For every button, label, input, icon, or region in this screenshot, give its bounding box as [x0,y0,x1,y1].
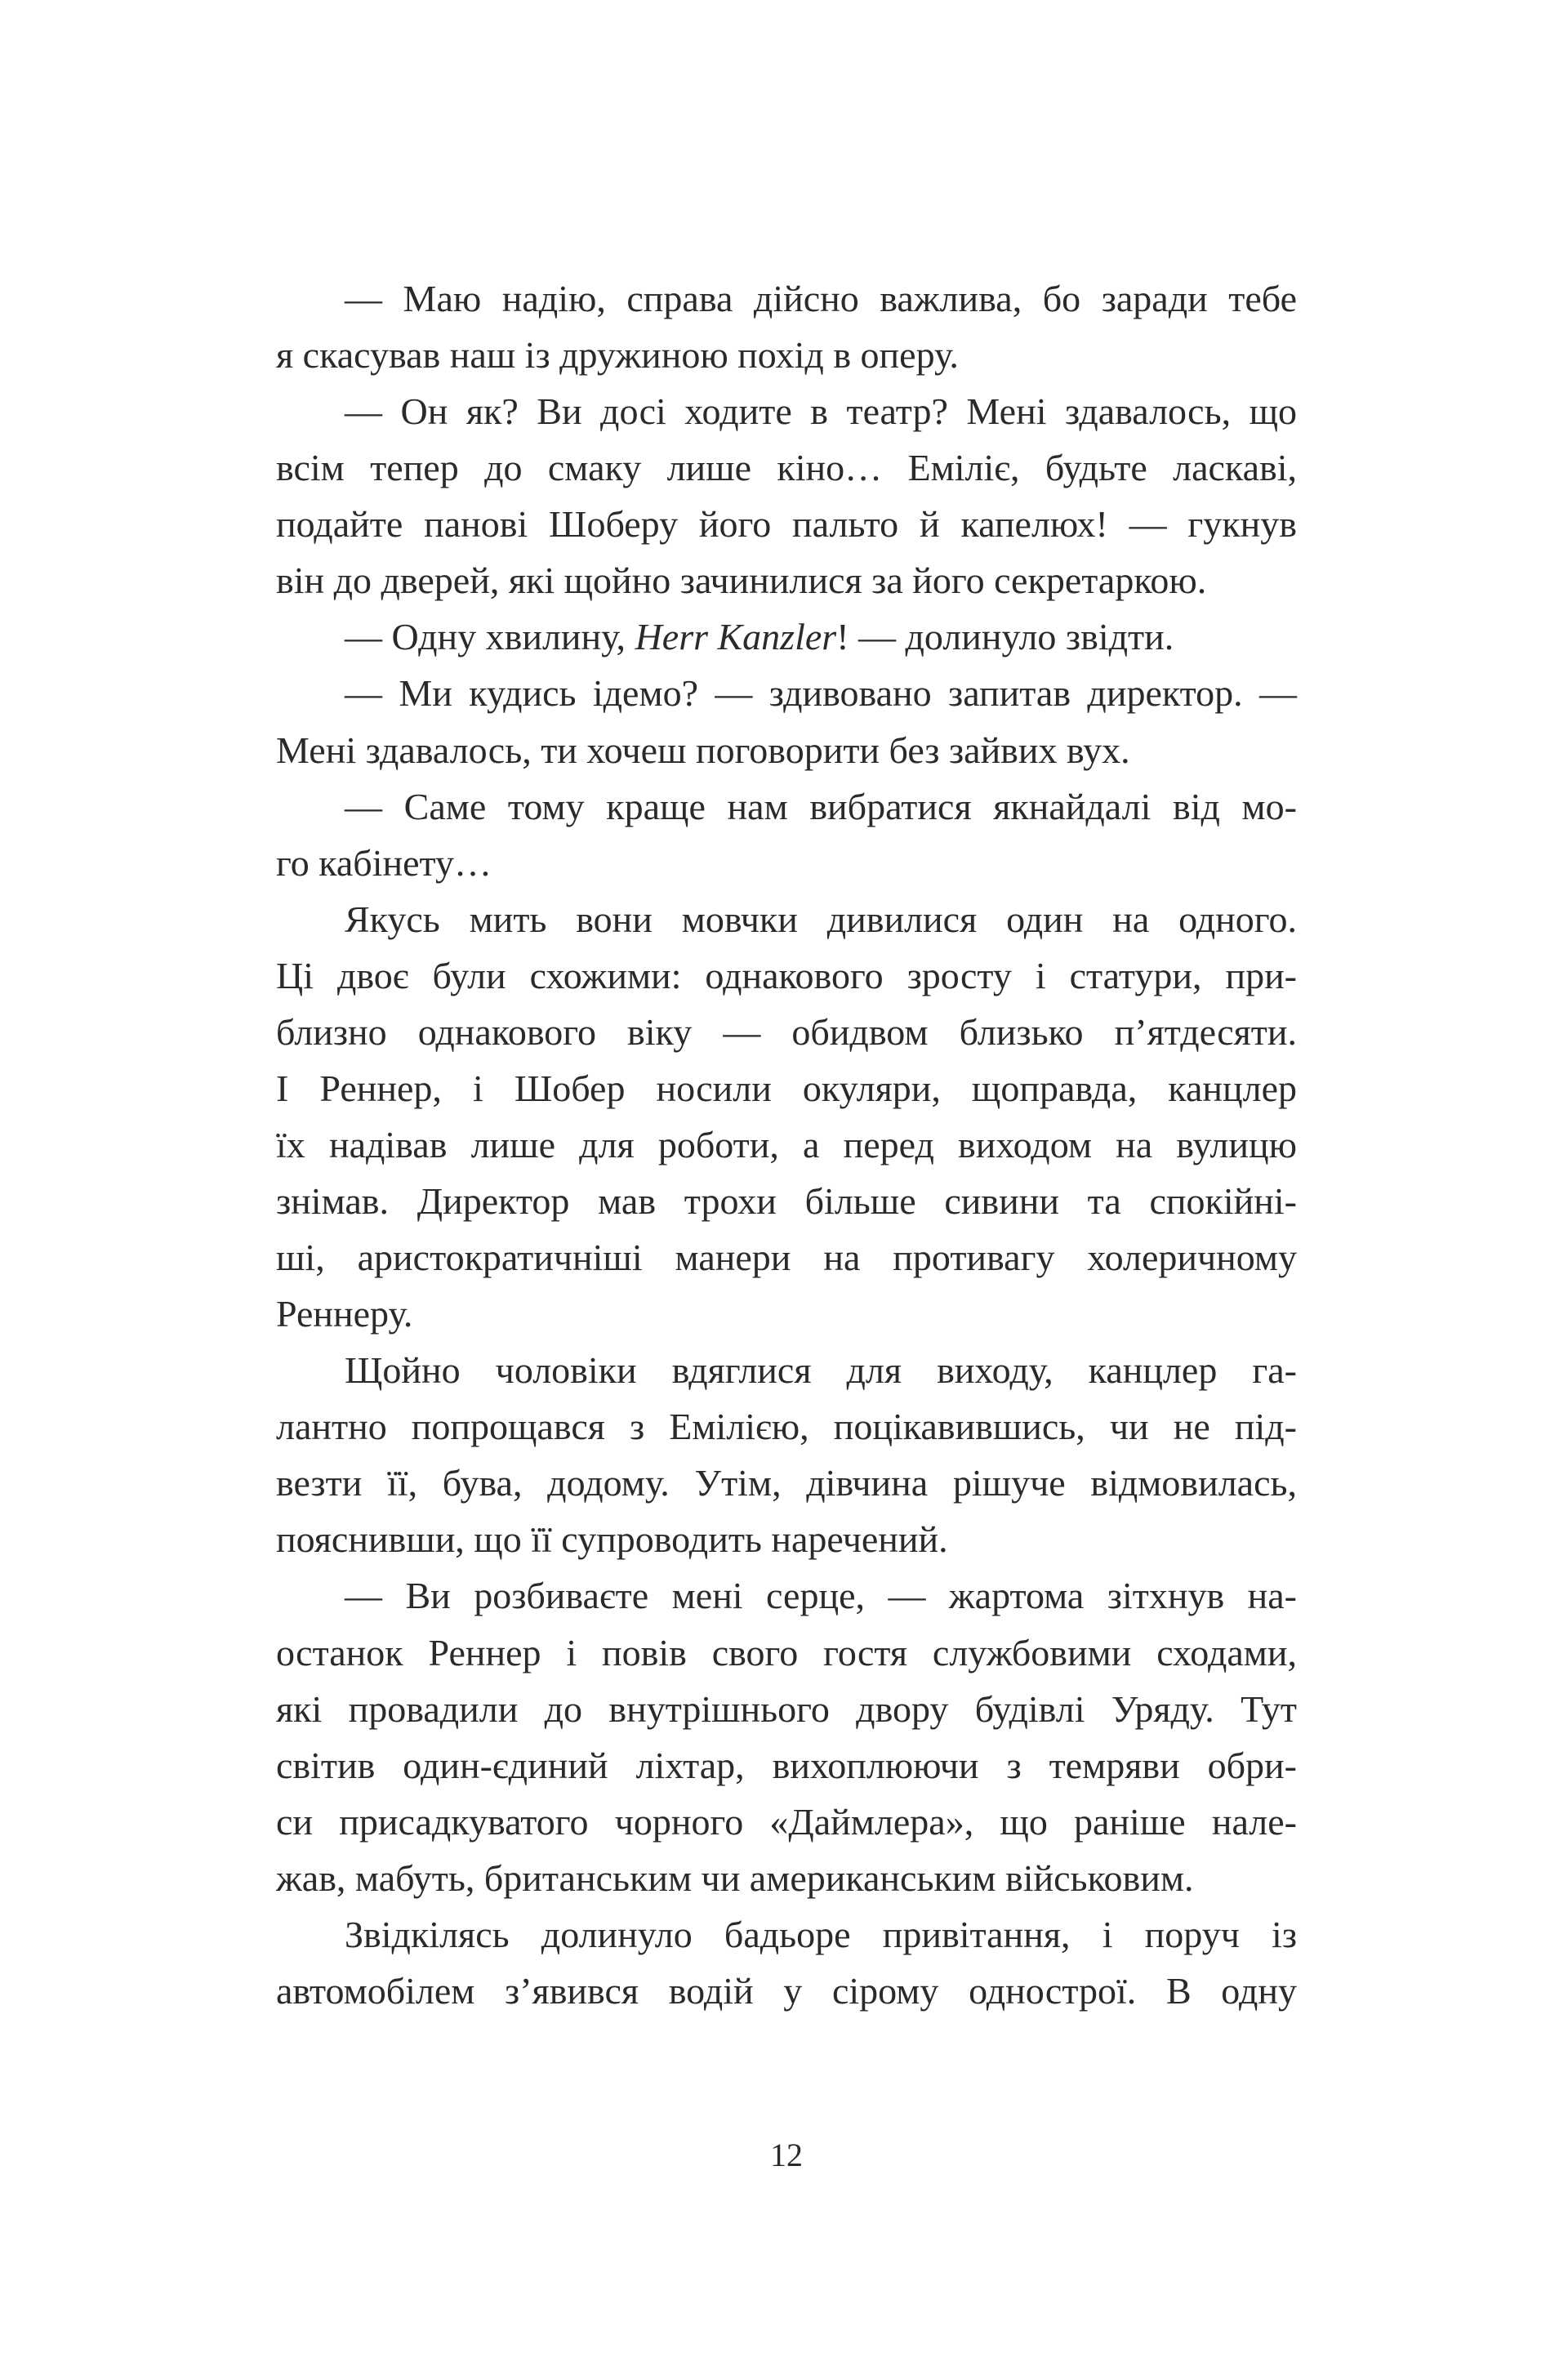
text-line: Звідкілясь долинуло бадьоре привітання, і поруч із [345,1913,1297,1955]
text-line: пояснивши, що її супроводить наречений. [276,1518,948,1561]
text-line: Якусь мить вони мовчки дивилися один на одного. [345,898,1297,940]
text-line: го кабінету… [276,841,492,884]
paragraph [276,1906,1297,2019]
text-line: — Одну хвилину, Herr Kanzler! — долинуло звідти. [345,616,1174,658]
text-line: — Он як? Ви досі ходите в театр? Мені здавалось, що [345,390,1297,433]
text-line: я скасував наш із дружиною похід в оперу. [276,334,959,377]
text-line: Реннеру. [276,1293,413,1335]
text-line: си присадкуватого чорного «Даймлера», що раніше нале- [276,1800,1297,1843]
text-line: які провадили до внутрішнього двору будівлі Уряду. Тут [276,1687,1297,1730]
paragraph [276,891,1297,1343]
text-line: Мені здавалось, ти хочеш поговорити без зайвих вух. [276,729,1130,771]
paragraph [276,1567,1297,1905]
page-number: 12 [770,2137,803,2173]
text-line: ші, аристократичніші манери на противагу холеричному [276,1237,1297,1279]
text-line: І Реннер, і Шобер носили окуляри, щоправда, канцлер [276,1067,1297,1109]
text-line: автомобілем з’явився водій у сірому однострої. В одну [276,1969,1297,2012]
text-line: знімав. Директор мав трохи більше сивини та спокійні- [276,1180,1297,1222]
text-line: — Саме тому краще нам вибратися якнайдалі від мо- [345,785,1297,827]
paragraph [276,1342,1297,1567]
paragraph [276,665,1297,778]
text-line: — Ви розбиваєте мені серце, — жартома зітхнув на- [345,1575,1297,1617]
text-line: подайте панові Шоберу його пальто й капелюх! — гукнув [276,503,1297,546]
text-line: близно однакового віку — обидвом близько п’ятдесяти. [276,1010,1297,1053]
page-body-text [276,270,1297,2019]
text-line: всім тепер до смаку лише кіно… Еміліє, будьте ласкаві, [276,447,1297,489]
text-line: — Ми кудись ідемо? — здивовано запитав директор. — [345,672,1297,715]
text-line: жав, мабуть, британським чи американським військовим. [276,1856,1194,1899]
paragraph [276,778,1297,891]
text-line: він до дверей, які щойно зачинилися за його секретаркою. [276,559,1207,602]
text-line: світив один-єдиний ліхтар, вихоплюючи з темряви обри- [276,1744,1297,1786]
text-line: Ці двоє були схожими: однакового зросту і статури, при- [276,954,1297,996]
text-line: лантно попрощався з Емілією, поцікавившись, чи не під- [276,1406,1297,1448]
paragraph [276,608,1297,665]
text-line: їх надівав лише для роботи, а перед виходом на вулицю [276,1123,1297,1165]
text-line: — Маю надію, справа дійсно важлива, бо заради тебе [345,278,1297,319]
italic-phrase: Herr Kanzler [635,616,837,658]
text-line: Щойно чоловіки вдяглися для виходу, канцлер га- [345,1349,1297,1392]
paragraph [276,270,1297,383]
text-line: останок Реннер і повів свого гостя службовими сходами, [276,1631,1297,1674]
paragraph [276,383,1297,608]
text-line: везти її, бува, додому. Утім, дівчина рішуче відмовилась, [276,1462,1297,1504]
